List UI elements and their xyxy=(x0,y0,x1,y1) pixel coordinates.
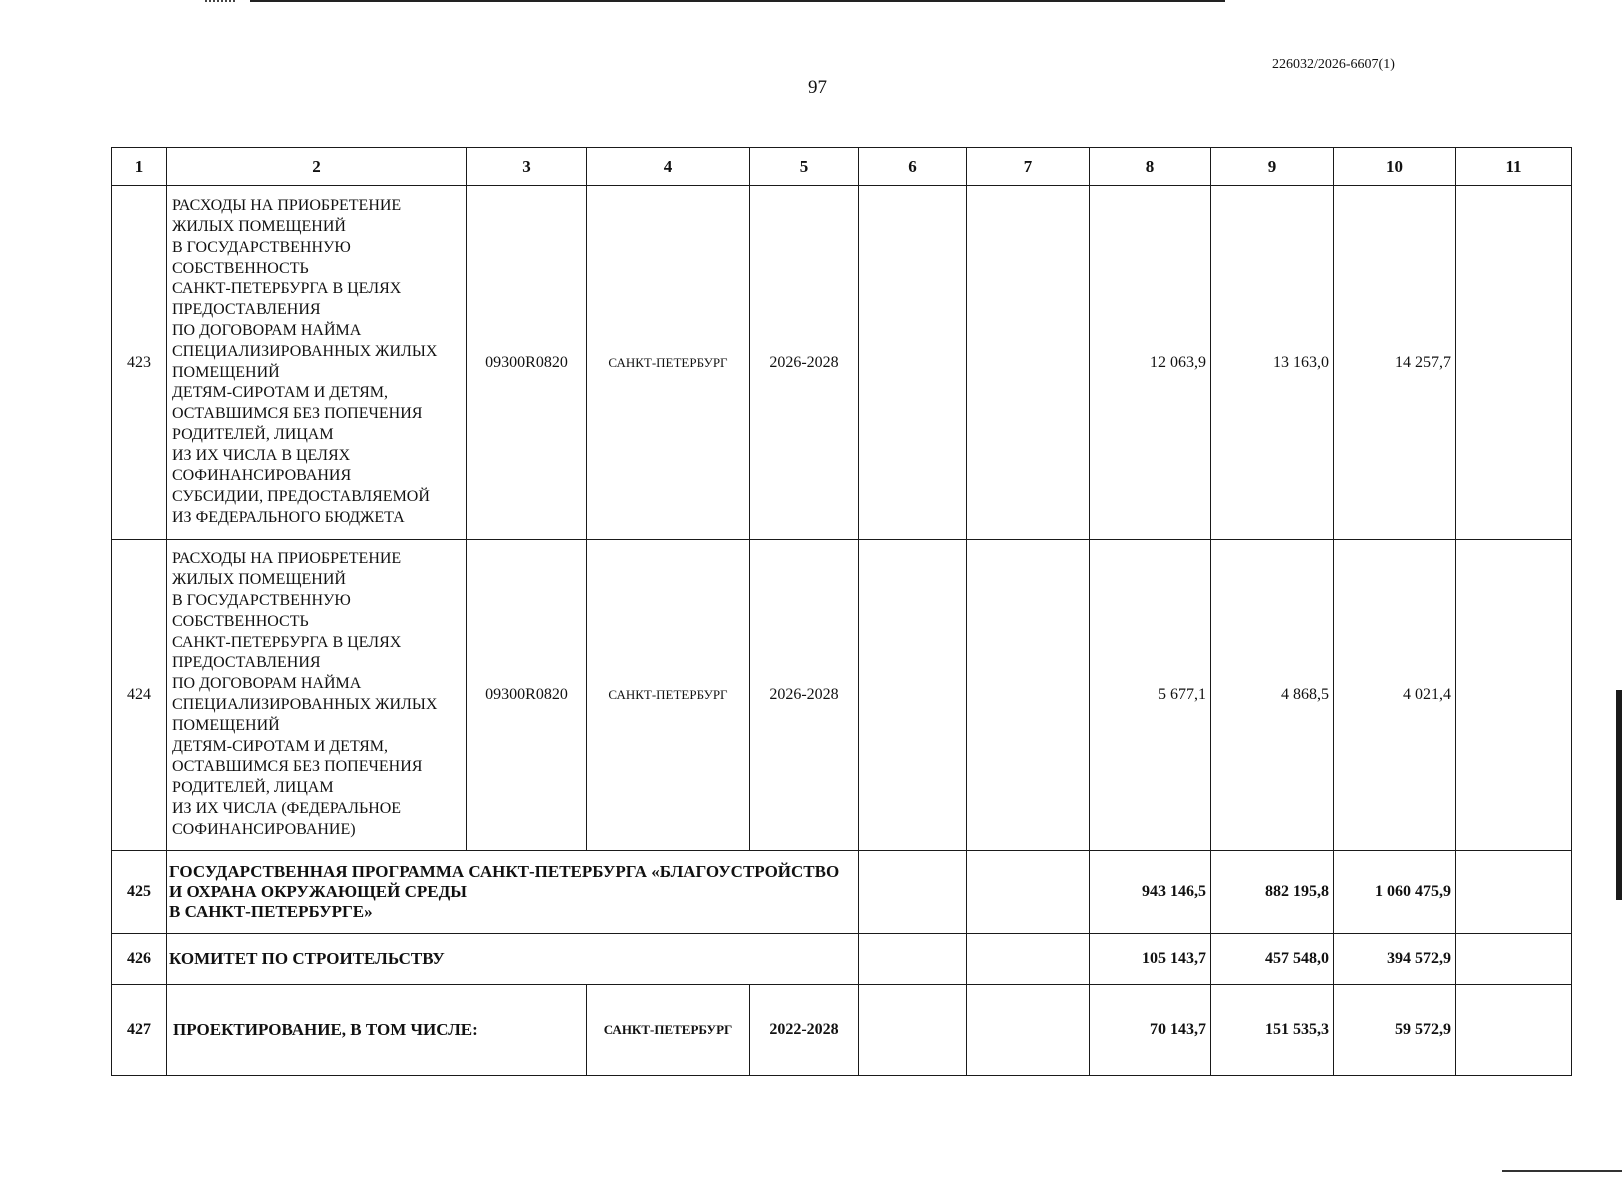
column-header: 6 xyxy=(859,148,967,186)
row-name-line: СОБСТВЕННОСТЬ xyxy=(172,259,309,277)
location: САНКТ-ПЕТЕРБУРГ xyxy=(587,985,750,1076)
column-header: 9 xyxy=(1211,148,1334,186)
row-name-line: ПРЕДОСТАВЛЕНИЯ xyxy=(172,654,321,672)
row-name-line: СОБСТВЕННОСТЬ xyxy=(172,612,309,630)
column-header: 3 xyxy=(467,148,587,186)
row-name-line: РОДИТЕЛЕЙ, ЛИЦАМ xyxy=(172,425,334,443)
table-header-row xyxy=(112,148,1572,186)
cell-col7 xyxy=(967,934,1090,985)
row-name-line: ПРЕДОСТАВЛЕНИЯ xyxy=(172,301,321,319)
cell-col6 xyxy=(859,934,967,985)
row-name-line: ОСТАВШИМСЯ БЕЗ ПОПЕЧЕНИЯ xyxy=(172,405,423,423)
table-row xyxy=(112,540,1572,851)
amount-col8: 105 143,7 xyxy=(1090,934,1211,985)
row-number: 426 xyxy=(112,934,167,985)
row-name-line: РАСХОДЫ НА ПРИОБРЕТЕНИЕ xyxy=(172,550,402,568)
row-name-line: ОСТАВШИМСЯ БЕЗ ПОПЕЧЕНИЯ xyxy=(172,758,423,776)
cell-col7 xyxy=(967,985,1090,1076)
cell-col11 xyxy=(1456,540,1572,851)
column-header: 2 xyxy=(167,148,467,186)
budget-code: 09300R0820 xyxy=(467,540,587,851)
budget-table xyxy=(111,147,1572,1076)
scan-artifact-right-edge xyxy=(1616,690,1622,900)
scan-artifact-dots xyxy=(205,0,235,4)
location: САНКТ-ПЕТЕРБУРГ xyxy=(587,540,750,851)
row-name-line: И ОХРАНА ОКРУЖАЮЩЕЙ СРЕДЫ xyxy=(169,882,467,901)
row-name-line: СОФИНАНСИРОВАНИЕ) xyxy=(172,820,356,838)
cell-col6 xyxy=(859,851,967,934)
row-name-line: В ГОСУДАРСТВЕННУЮ xyxy=(172,592,351,610)
row-name-line: ДЕТЯМ-СИРОТАМ И ДЕТЯМ, xyxy=(172,384,389,402)
amount-col8: 943 146,5 xyxy=(1090,851,1211,934)
row-name-line: В САНКТ-ПЕТЕРБУРГЕ» xyxy=(169,902,373,921)
cell-col11 xyxy=(1456,985,1572,1076)
row-name-line: ЖИЛЫХ ПОМЕЩЕНИЙ xyxy=(172,217,346,235)
column-header: 8 xyxy=(1090,148,1211,186)
budget-code: 09300R0820 xyxy=(467,186,587,540)
amount-col10: 1 060 475,9 xyxy=(1334,851,1456,934)
scan-artifact-bottom-line xyxy=(1502,1170,1622,1172)
row-name-line: ГОСУДАРСТВЕННАЯ ПРОГРАММА САНКТ-ПЕТЕРБУРГА «БЛАГОУСТРОЙСТВО xyxy=(169,862,840,881)
amount-col9: 457 548,0 xyxy=(1211,934,1334,985)
row-name xyxy=(167,186,467,540)
row-name-line: САНКТ-ПЕТЕРБУРГА В ЦЕЛЯХ xyxy=(172,280,402,298)
row-name-line: СОФИНАНСИРОВАНИЯ xyxy=(172,467,352,485)
amount-col10: 394 572,9 xyxy=(1334,934,1456,985)
column-header: 10 xyxy=(1334,148,1456,186)
row-name-line: ДЕТЯМ-СИРОТАМ И ДЕТЯМ, xyxy=(172,737,389,755)
row-name-line: СУБСИДИИ, ПРЕДОСТАВЛЯЕМОЙ xyxy=(172,488,430,506)
column-header: 7 xyxy=(967,148,1090,186)
column-header: 5 xyxy=(750,148,859,186)
row-name-line: ПО ДОГОВОРАМ НАЙМА xyxy=(172,675,362,693)
row-name xyxy=(167,540,467,851)
amount-col9: 13 163,0 xyxy=(1211,186,1334,540)
cell-col6 xyxy=(859,540,967,851)
table-row xyxy=(112,985,1572,1076)
column-header: 11 xyxy=(1456,148,1572,186)
period: 2026-2028 xyxy=(750,186,859,540)
row-name-line: ПО ДОГОВОРАМ НАЙМА xyxy=(172,321,362,339)
row-name-line: РОДИТЕЛЕЙ, ЛИЦАМ xyxy=(172,779,334,797)
cell-col7 xyxy=(967,540,1090,851)
amount-col8: 70 143,7 xyxy=(1090,985,1211,1076)
amount-col9: 882 195,8 xyxy=(1211,851,1334,934)
row-number: 427 xyxy=(112,985,167,1076)
row-name-line: ИЗ ФЕДЕРАЛЬНОГО БЮДЖЕТА xyxy=(172,509,405,527)
row-name-line: ПОМЕЩЕНИЙ xyxy=(172,363,280,381)
amount-col10: 4 021,4 xyxy=(1334,540,1456,851)
cell-col11 xyxy=(1456,851,1572,934)
row-name-line: СПЕЦИАЛИЗИРОВАННЫХ ЖИЛЫХ xyxy=(172,696,438,713)
amount-col9: 4 868,5 xyxy=(1211,540,1334,851)
amount-col10: 59 572,9 xyxy=(1334,985,1456,1076)
location: САНКТ-ПЕТЕРБУРГ xyxy=(587,186,750,540)
amount-col8: 12 063,9 xyxy=(1090,186,1211,540)
scan-artifact-top-line xyxy=(250,0,1225,2)
amount-col9: 151 535,3 xyxy=(1211,985,1334,1076)
document-number: 226032/2026-6607(1) xyxy=(1272,57,1395,72)
row-name-line: ИЗ ИХ ЧИСЛА В ЦЕЛЯХ xyxy=(172,446,351,464)
row-name-line: РАСХОДЫ НА ПРИОБРЕТЕНИЕ xyxy=(172,197,402,215)
row-name-line: САНКТ-ПЕТЕРБУРГА В ЦЕЛЯХ xyxy=(172,633,402,651)
row-number: 423 xyxy=(112,186,167,540)
column-header: 4 xyxy=(587,148,750,186)
column-header: 1 xyxy=(112,148,167,186)
table-row xyxy=(112,186,1572,540)
row-name-line: ПОМЕЩЕНИЙ xyxy=(172,716,280,734)
row-number: 424 xyxy=(112,540,167,851)
period: 2022-2028 xyxy=(750,985,859,1076)
row-name-line: В ГОСУДАРСТВЕННУЮ xyxy=(172,238,351,256)
page-number: 97 xyxy=(808,77,827,98)
table-row xyxy=(112,851,1572,934)
cell-col6 xyxy=(859,186,967,540)
row-name-line: ЖИЛЫХ ПОМЕЩЕНИЙ xyxy=(172,571,346,589)
amount-col8: 5 677,1 xyxy=(1090,540,1211,851)
row-name-line: СПЕЦИАЛИЗИРОВАННЫХ ЖИЛЫХ xyxy=(172,342,438,360)
cell-col11 xyxy=(1456,934,1572,985)
cell-col11 xyxy=(1456,186,1572,540)
row-name-line: ИЗ ИХ ЧИСЛА (ФЕДЕРАЛЬНОЕ xyxy=(172,799,402,817)
period: 2026-2028 xyxy=(750,540,859,851)
cell-col6 xyxy=(859,985,967,1076)
table-row xyxy=(112,934,1572,985)
row-name: КОМИТЕТ ПО СТРОИТЕЛЬСТВУ xyxy=(167,934,859,985)
row-name xyxy=(167,851,859,934)
row-name: ПРОЕКТИРОВАНИЕ, В ТОМ ЧИСЛЕ: xyxy=(167,985,587,1076)
cell-col7 xyxy=(967,851,1090,934)
cell-col7 xyxy=(967,186,1090,540)
row-number: 425 xyxy=(112,851,167,934)
amount-col10: 14 257,7 xyxy=(1334,186,1456,540)
